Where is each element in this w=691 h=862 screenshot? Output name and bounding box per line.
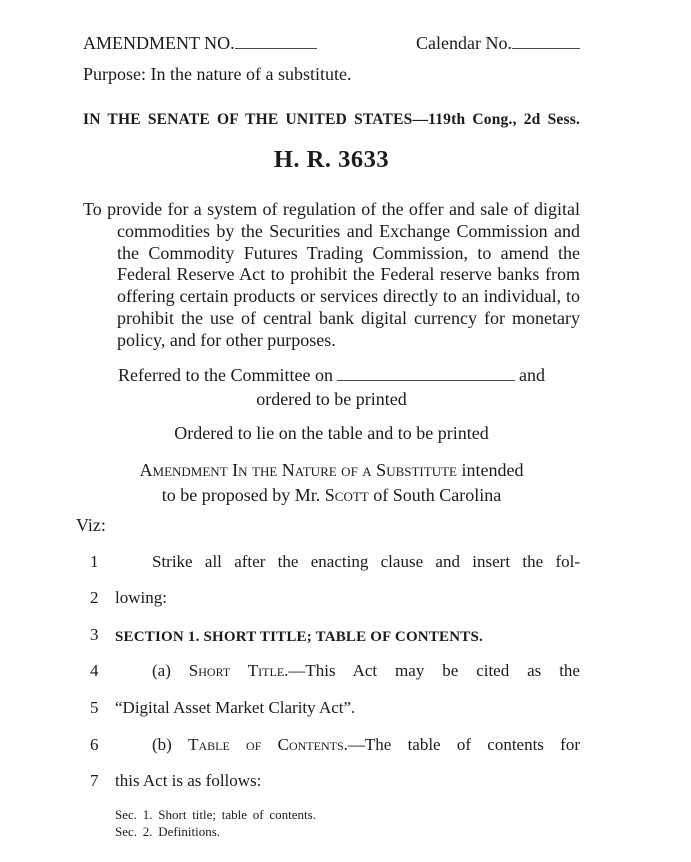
header-row bbox=[83, 33, 580, 54]
line-number-2: 2 bbox=[90, 588, 99, 608]
bill-number: H. R. 3633 bbox=[273, 146, 390, 173]
line-number-1: 1 bbox=[90, 551, 99, 571]
purpose-line: Purpose: In the nature of a substitute. bbox=[83, 64, 352, 84]
line-number-5: 5 bbox=[90, 697, 99, 717]
committee-name-blank bbox=[337, 367, 515, 381]
bill-text-line-5 bbox=[83, 697, 580, 734]
bill-text-line-3 bbox=[83, 624, 580, 661]
bill-text-line-4 bbox=[83, 660, 580, 697]
section-heading: SECTION 1. SHORT TITLE; TABLE OF CONTENTS. bbox=[115, 628, 483, 645]
proposed-by-text: to be proposed by Mr. bbox=[161, 484, 325, 505]
line-text-5: “Digital Asset Market Clarity Act”. bbox=[115, 697, 356, 717]
bill-long-title: To provide for a system of regulation of the offer and sale of digital commodities by the Securities and Exchange Commission and the Commodity Futures Trading Commission, to amend the Federal Reserve Act to prohibit the Federal reserve banks from offering certain products or services directly to an individual, to prohibit the use of central bank digital currency for monetary policy, and for other purposes. bbox=[83, 199, 580, 350]
calendar-number-field bbox=[416, 33, 580, 54]
sponsor-state-text: of South Carolina bbox=[368, 484, 502, 505]
subsection-b-prefix: (b) bbox=[152, 734, 189, 754]
line-number-7: 7 bbox=[90, 771, 99, 791]
table-of-contents bbox=[115, 807, 580, 841]
subsection-a-prefix: (a) bbox=[152, 661, 189, 681]
bill-text-line-2 bbox=[83, 587, 580, 624]
sponsor-name-smallcaps: Scott bbox=[324, 484, 369, 505]
short-title-smallcaps: Short Title bbox=[188, 661, 285, 681]
amendment-substitute-smallcaps: Amendment In the Nature of a Substitute bbox=[139, 459, 457, 480]
line-text-4 bbox=[115, 660, 580, 682]
bill-text-line-7 bbox=[83, 770, 580, 807]
senate-session-line: IN THE SENATE OF THE UNITED STATES—119th Cong., 2d Sess. bbox=[83, 111, 581, 128]
referred-line2: ordered to be printed bbox=[256, 389, 407, 410]
amendment-statement bbox=[83, 458, 580, 508]
toc-entry-1: Sec. 1. Short title; table of contents. bbox=[115, 806, 316, 822]
line-text-2: lowing: bbox=[115, 588, 167, 608]
referred-statement bbox=[83, 363, 580, 412]
ordered-to-lie-line: Ordered to lie on the table and to be printed bbox=[174, 422, 489, 443]
table-of-contents-smallcaps: Table of Contents bbox=[188, 734, 344, 754]
referred-post-text: and bbox=[518, 364, 545, 385]
line-text-6 bbox=[115, 734, 580, 756]
line-text-6-rest: .—The table of contents for bbox=[343, 734, 580, 754]
amendment-intended-text: intended bbox=[456, 459, 524, 480]
line-text-7: this Act is as follows: bbox=[115, 771, 262, 791]
document-content bbox=[76, 33, 581, 840]
viz-label: Viz: bbox=[76, 514, 106, 535]
calendar-number-label: Calendar No. bbox=[416, 33, 512, 53]
line-number-6: 6 bbox=[90, 734, 99, 754]
bill-text-line-6 bbox=[83, 734, 580, 771]
line-text-4-rest: .—This Act may be cited as the bbox=[284, 661, 580, 681]
line-text-1: Strike all after the enacting clause and insert the fol- bbox=[152, 551, 580, 571]
referred-pre-text: Referred to the Committee on bbox=[118, 364, 333, 385]
amendment-number-blank bbox=[235, 35, 317, 49]
bill-text-lines bbox=[83, 551, 580, 807]
amendment-number-label: AMENDMENT NO. bbox=[83, 33, 235, 53]
line-number-3: 3 bbox=[90, 624, 99, 644]
amendment-number-field bbox=[83, 33, 317, 54]
toc-entry-2: Sec. 2. Definitions. bbox=[115, 823, 221, 839]
calendar-number-blank bbox=[512, 35, 580, 49]
line-number-4: 4 bbox=[90, 661, 99, 681]
bill-text-line-1 bbox=[83, 551, 580, 588]
